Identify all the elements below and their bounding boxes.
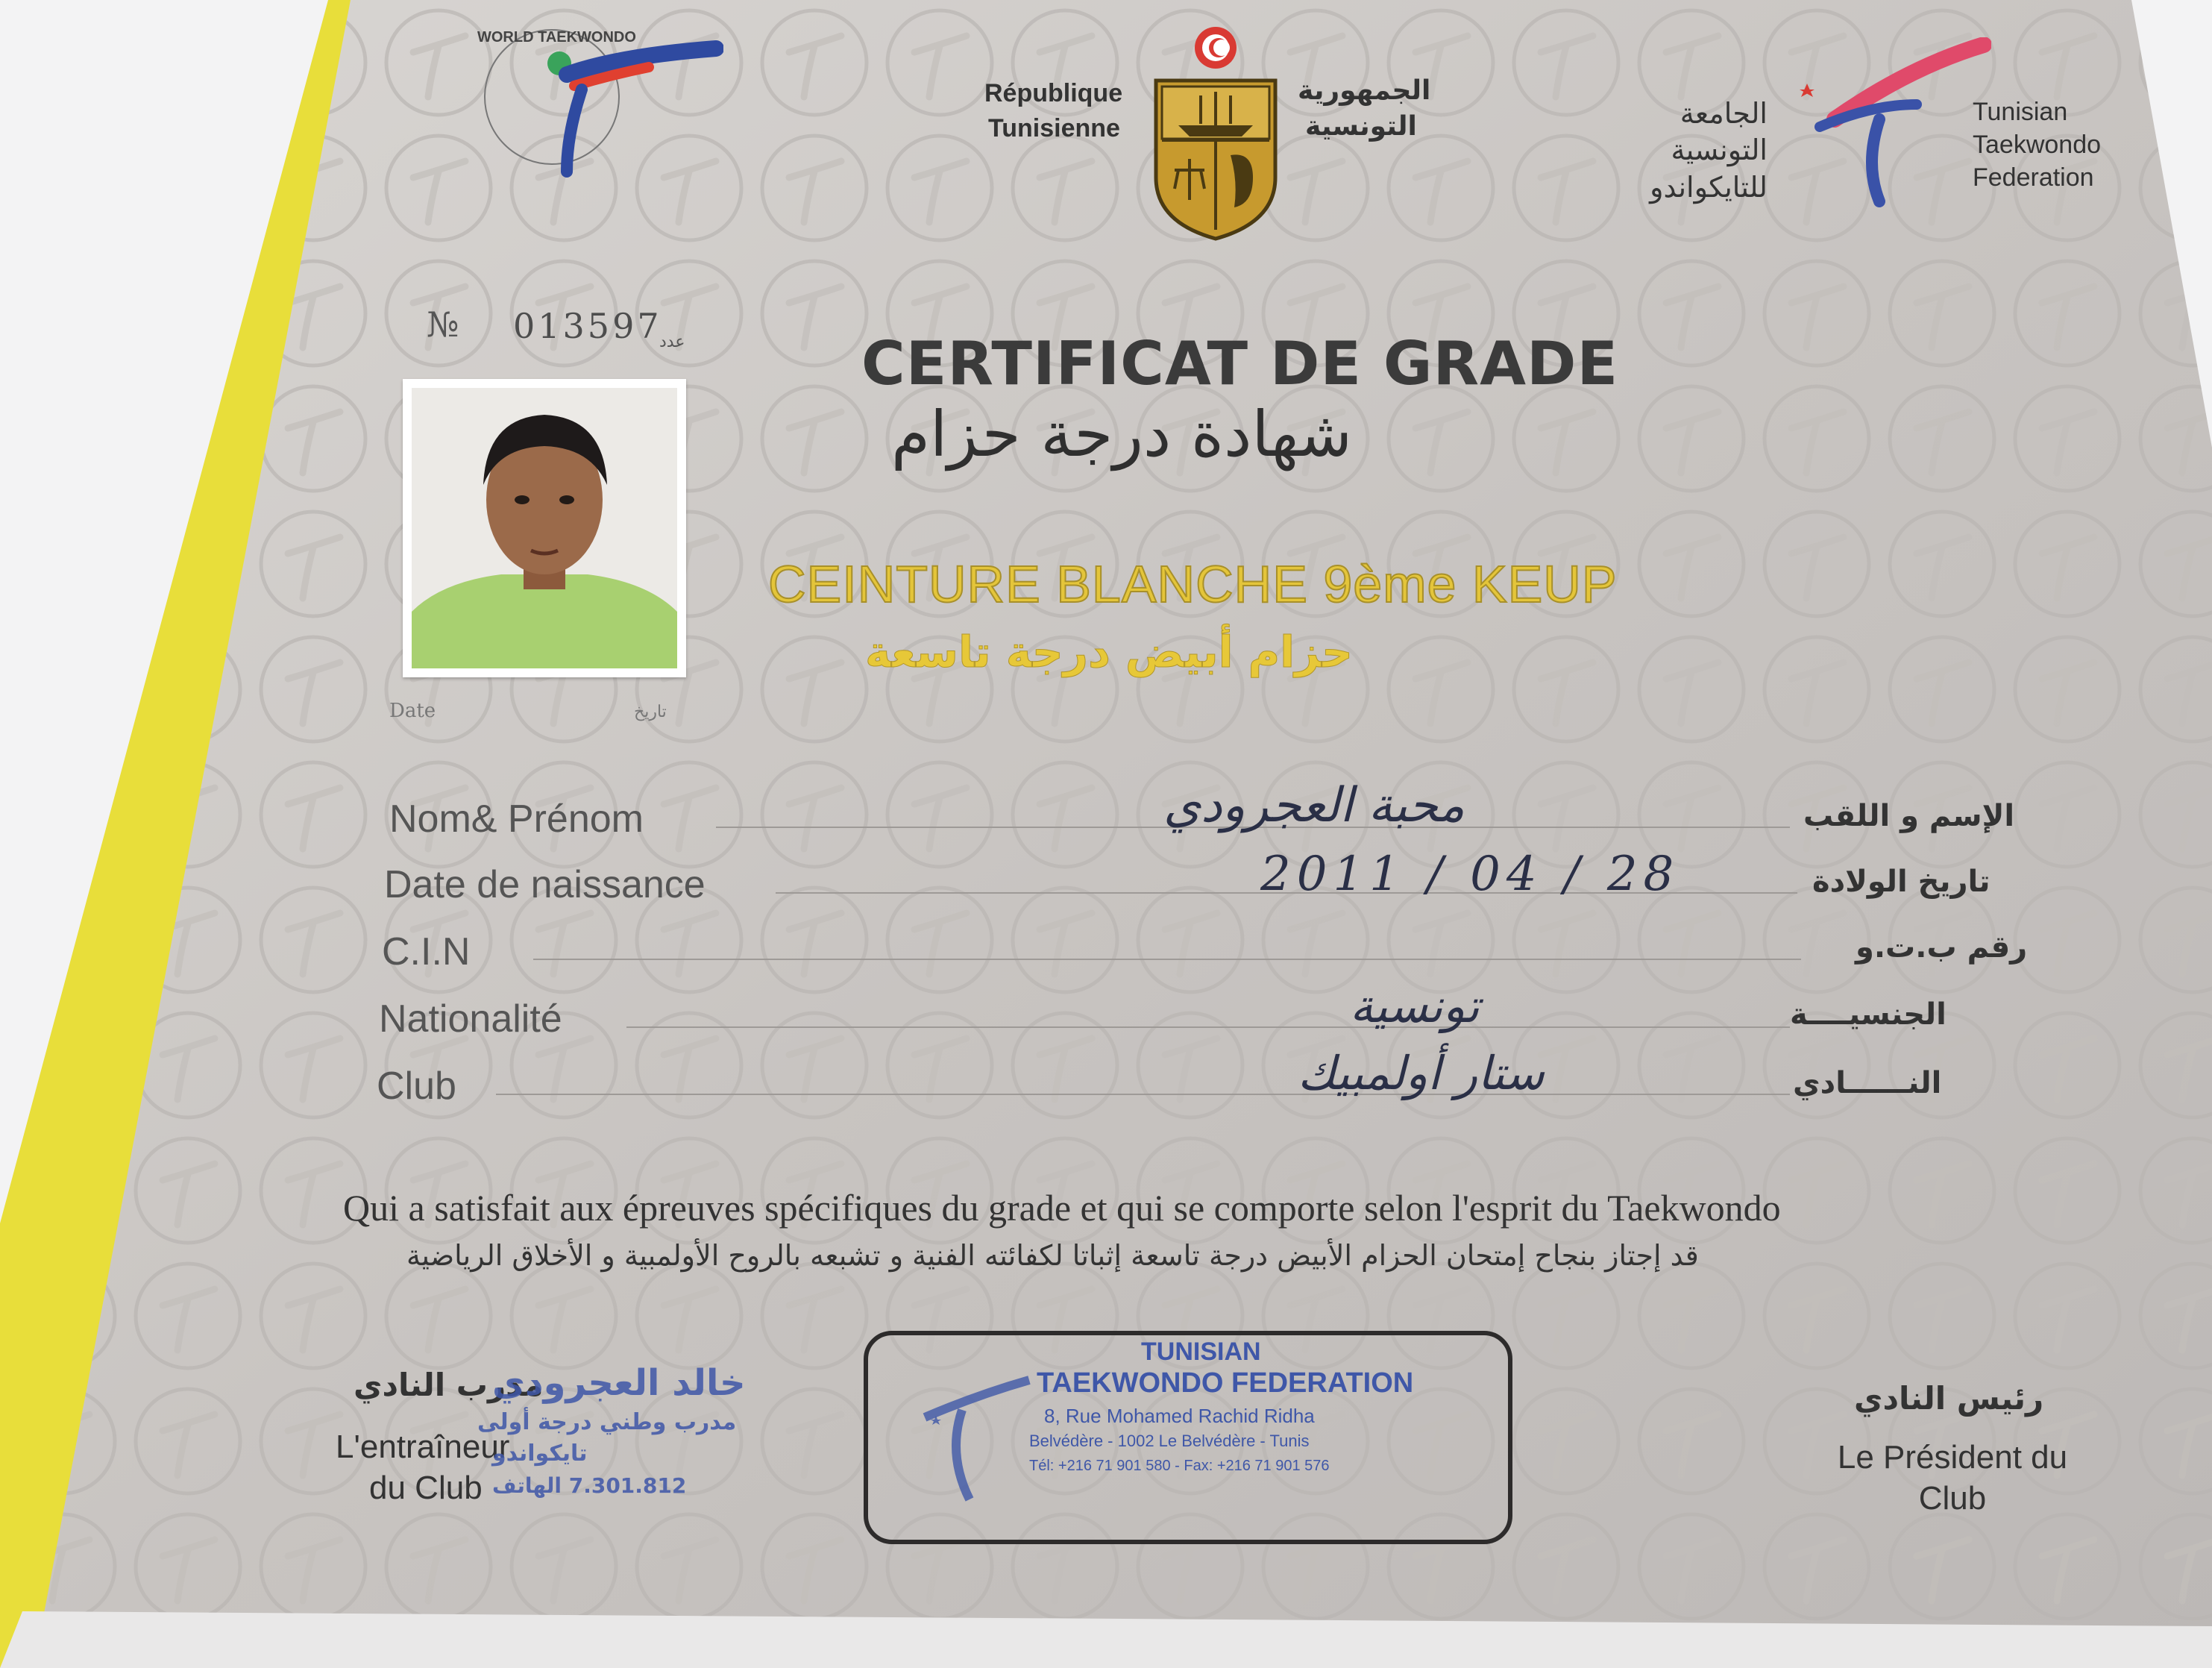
president-label-fr-line1: Le Président du bbox=[1837, 1439, 2068, 1476]
federation-fr-line2: Taekwondo bbox=[1973, 131, 2102, 160]
coach-stamp-name: خالد العجرودي bbox=[492, 1362, 746, 1404]
stamp-line1: TUNISIAN bbox=[1141, 1338, 1261, 1366]
field-label-ar-club: النــــــادي bbox=[1793, 1066, 1942, 1100]
coach-label-ar: مدرب النادي bbox=[354, 1367, 544, 1403]
coach-label-fr-line1: L'entraîneur bbox=[336, 1429, 510, 1465]
field-label-ar-birthdate: تاريخ الولادة bbox=[1812, 865, 1991, 899]
number-label: № bbox=[427, 304, 459, 345]
field-label-fr-nationality: Nationalité bbox=[379, 997, 562, 1041]
field-label-fr-birthdate: Date de naissance bbox=[384, 863, 706, 906]
federation-ar-line1: الجامعة bbox=[1680, 97, 1768, 130]
federation-ar-line2: التونسية bbox=[1671, 134, 1768, 167]
stamp-line4: Belvédère - 1002 Le Belvédère - Tunis bbox=[1029, 1432, 1310, 1450]
field-value-name: محبة العجرودي bbox=[1163, 778, 1465, 833]
field-label-fr-club: Club bbox=[377, 1065, 456, 1108]
field-line-nationality bbox=[626, 1026, 1790, 1028]
federation-ar-line3: للتايكواندو bbox=[1650, 170, 1768, 204]
stamp-line5: Tél: +216 71 901 580 - Fax: +216 71 901 576 bbox=[1029, 1458, 1330, 1474]
certificate-title-fr: CERTIFICAT DE GRADE bbox=[861, 329, 1619, 398]
certificate-title-ar: شهادة درجة حزام bbox=[891, 398, 1353, 471]
field-label-ar-name: الإسم و اللقب bbox=[1803, 799, 2015, 833]
republic-ar-line2: التونسية bbox=[1305, 111, 1417, 142]
field-label-ar-cin: رقم ب.ت.و bbox=[1856, 930, 2028, 965]
statement-fr: Qui a satisfait aux épreuves spécifiques du grade et qui se comporte selon l'esprit du Taekwondo bbox=[343, 1187, 1781, 1229]
coach-stamp-title: مدرب وطني درجة أولى bbox=[477, 1409, 737, 1435]
stamp-logo-icon bbox=[917, 1373, 1037, 1507]
president-label-ar: رئيس النادي bbox=[1854, 1380, 2044, 1417]
republic-fr-line1: République bbox=[984, 79, 1123, 107]
grade-title-fr: CEINTURE BLANCHE 9ème KEUP bbox=[768, 555, 1618, 613]
photo-date-label-ar: تاريخ bbox=[634, 703, 667, 721]
statement-ar: قد إجتاز بنجاح إمتحان الحزام الأبيض درجة تاسعة إثباتا لكفائته الفنية و تشبعه بالروح الأولمبية و الأخلاق الرياضية bbox=[406, 1239, 1699, 1272]
field-value-club: ستار أولمبيك bbox=[1298, 1046, 1545, 1100]
field-line-cin bbox=[533, 959, 1801, 960]
republic-ar-line1: الجمهورية bbox=[1298, 75, 1431, 106]
federation-fr-line3: Federation bbox=[1973, 163, 2094, 192]
world-logo-text: WORLD TAEKWONDO bbox=[477, 29, 636, 46]
field-label-fr-name: Nom& Prénom bbox=[389, 797, 644, 841]
field-value-birthdate: 2011 / 04 / 28 bbox=[1260, 847, 1680, 902]
field-label-ar-nationality: الجنسيــــة bbox=[1790, 997, 1947, 1032]
number-label-ar: عدد bbox=[659, 333, 685, 351]
stamp-line2: TAEKWONDO FEDERATION bbox=[1037, 1367, 1414, 1399]
certificate-number: 013597 bbox=[513, 306, 662, 346]
photo-date-label-fr: Date bbox=[389, 700, 436, 722]
coach-label-fr-line2: du Club bbox=[369, 1470, 483, 1506]
stamp-line3: 8, Rue Mohamed Rachid Ridha bbox=[1044, 1405, 1315, 1427]
coach-stamp-phone: 7.301.812 الهاتف bbox=[492, 1473, 687, 1498]
field-line-club bbox=[496, 1094, 1790, 1095]
coach-stamp bbox=[462, 1362, 820, 1507]
president-label-fr-line2: Club bbox=[1918, 1480, 1987, 1517]
president-label-fr bbox=[1811, 1437, 2094, 1519]
coach-stamp-discipline: تايكواندو bbox=[492, 1440, 588, 1467]
grade-title-ar: حزام أبيض درجة تاسعة bbox=[865, 627, 1353, 677]
republic-fr-line2: Tunisienne bbox=[988, 114, 1120, 142]
field-label-fr-cin: C.I.N bbox=[382, 930, 471, 973]
federation-fr-line1: Tunisian bbox=[1973, 98, 2068, 126]
field-value-nationality: تونسية bbox=[1350, 979, 1480, 1033]
